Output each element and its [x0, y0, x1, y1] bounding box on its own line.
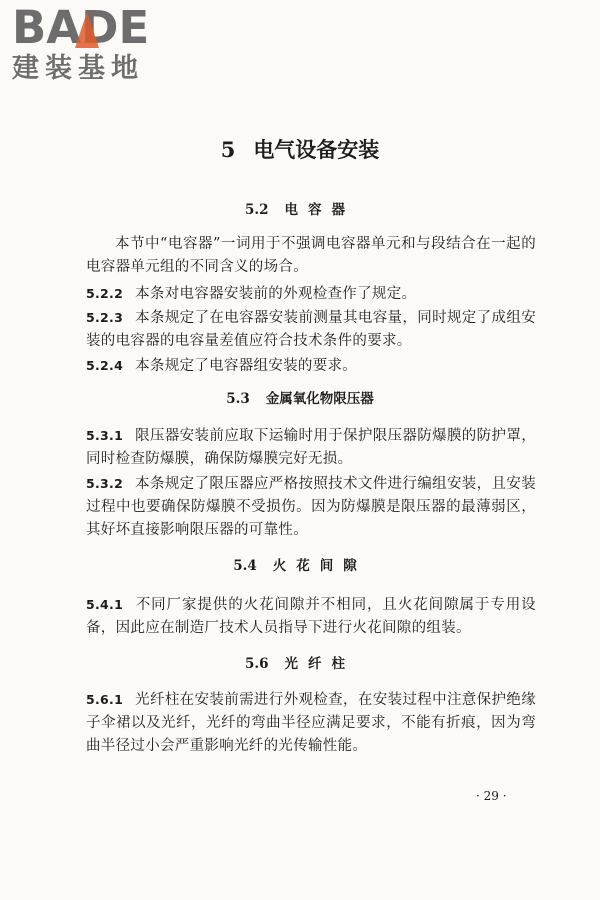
- section-title-5-4: [0, 556, 600, 576]
- section-number: 5.3: [226, 391, 250, 407]
- section-title-text: 电容器: [284, 202, 355, 218]
- section-title-5-6: [0, 654, 600, 674]
- section-number: 5.6: [245, 656, 269, 672]
- section-number: 5.2: [245, 202, 269, 218]
- paragraph-text: 本节中“电容器”一词用于不强调电容器单元和与段结合在一起的电容器单元组的不同含义的场合。: [86, 236, 536, 275]
- clause-text: 不同厂家提供的火花间隙并不相同，且火花间隙属于专用设备，因此应在制造厂技术人员指导下进行火花间隙的组装。: [86, 597, 536, 636]
- clause-number: 5.6.1: [86, 692, 124, 707]
- clause-number: 5.3.1: [86, 428, 124, 443]
- clause-text: 本条对电容器安装前的外观检查作了规定。: [135, 286, 417, 302]
- page-number: · 29 ·: [476, 789, 507, 803]
- clause-number: 5.4.1: [86, 597, 124, 612]
- section-title-5-2: [0, 200, 600, 220]
- clause-5-2-2: [86, 282, 536, 306]
- section-number: 5.4: [233, 558, 257, 574]
- logo-wordmark: BADE: [12, 1, 150, 54]
- chapter-number: 5: [220, 137, 236, 162]
- clause-text: 本条规定了限压器应严格按照技术文件进行编组安装，且安装过程中也要确保防爆膜不受损伤。因为防爆膜是限压器的最薄弱区，其好坏直接影响限压器的可靠性。: [86, 476, 536, 538]
- clause-5-2-4: [86, 354, 536, 378]
- section-title-5-3: [0, 389, 600, 409]
- chapter-title-text: 电气设备安装: [253, 137, 380, 162]
- bade-logo: [12, 1, 182, 86]
- clause-text: 本条规定了电容器组安装的要求。: [135, 358, 358, 374]
- clause-number: 5.2.3: [86, 310, 124, 325]
- clause-text: 限压器安装前应取下运输时用于保护限压器防爆膜的防护罩，同时检查防爆膜，确保防爆膜完好无损。: [86, 428, 536, 467]
- clause-5-6-1: [86, 688, 536, 758]
- section-title-text: 火花间隙: [272, 558, 367, 574]
- clause-number: 5.2.2: [86, 286, 124, 301]
- section-title-text: 金属氧化物限压器: [265, 391, 374, 407]
- clause-number: 5.3.2: [86, 476, 124, 491]
- clause-number: 5.2.4: [86, 358, 124, 373]
- chapter-title: [0, 136, 600, 164]
- clause-5-2-3: [86, 306, 536, 353]
- clause-5-3-1: [86, 424, 536, 471]
- clause-text: 光纤柱在安装前需进行外观检查，在安装过程中注意保护绝缘子伞裙以及光纤，光纤的弯曲半径应满足要求，不能有折痕，因为弯曲半径过小会严重影响光纤的光传输性能。: [86, 692, 536, 754]
- logo-subtitle: 建装基地: [12, 53, 144, 84]
- logo-accent-triangle: [75, 12, 99, 48]
- section-title-text: 光纤柱: [284, 656, 355, 672]
- clause-5-4-1: [86, 593, 536, 640]
- clause-5-3-2: [86, 472, 536, 542]
- clause-text: 本条规定了在电容器安装前测量其电容量，同时规定了成组安装的电容器的电容量差值应符合技术条件的要求。: [86, 310, 536, 349]
- section-intro-paragraph: [86, 233, 536, 279]
